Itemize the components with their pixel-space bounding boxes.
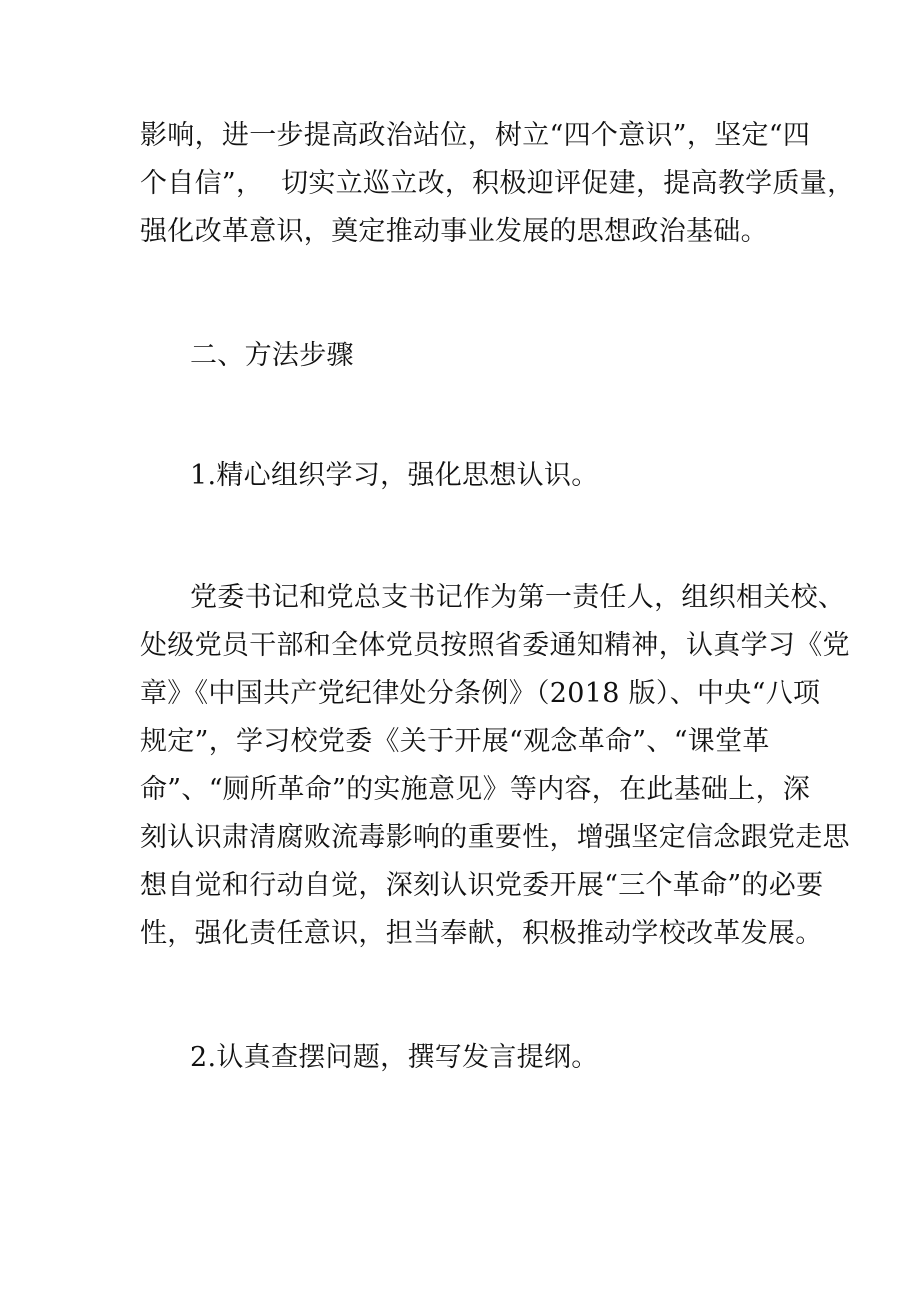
step1-paragraph-line-6: 刻认识肃清腐败流毒影响的重要性，增强坚定信念跟党走思 — [140, 822, 850, 853]
step1-paragraph-line-5: 命”、“厕所革命”的实施意见》等内容，在此基础上，深 — [140, 774, 811, 805]
intro-paragraph-line-2: 个自信”， 切实立巡立改，积极迎评促建，提高教学质量， — [140, 168, 855, 199]
step2-heading: 2.认真查摆问题，撰写发言提纲。 — [190, 1042, 599, 1073]
step1-paragraph-line-3: 章》《中国共产党纪律处分条例》（2018 版）、中央“八项 — [140, 678, 821, 709]
step1-paragraph-line-4: 规定”，学习校党委《关于开展“观念革命”、“课堂革 — [140, 726, 770, 757]
step1-paragraph-line-8: 性，强化责任意识，担当奉献，积极推动学校改革发展。 — [140, 918, 823, 949]
step1-paragraph-line-2: 处级党员干部和全体党员按照省委通知精神，认真学习《党 — [140, 630, 850, 661]
step1-paragraph-line-1: 党委书记和党总支书记作为第一责任人，组织相关校、 — [190, 582, 846, 613]
section-heading: 二、方法步骤 — [190, 340, 354, 371]
intro-paragraph-line-3: 强化改革意识，奠定推动事业发展的思想政治基础。 — [140, 216, 768, 247]
step1-heading: 1.精心组织学习，强化思想认识。 — [190, 460, 599, 491]
intro-paragraph-line-1: 影响，进一步提高政治站位，树立“四个意识”，坚定“四 — [140, 120, 811, 151]
step1-paragraph-line-7: 想自觉和行动自觉，深刻认识党委开展“三个革命”的必要 — [140, 870, 824, 901]
